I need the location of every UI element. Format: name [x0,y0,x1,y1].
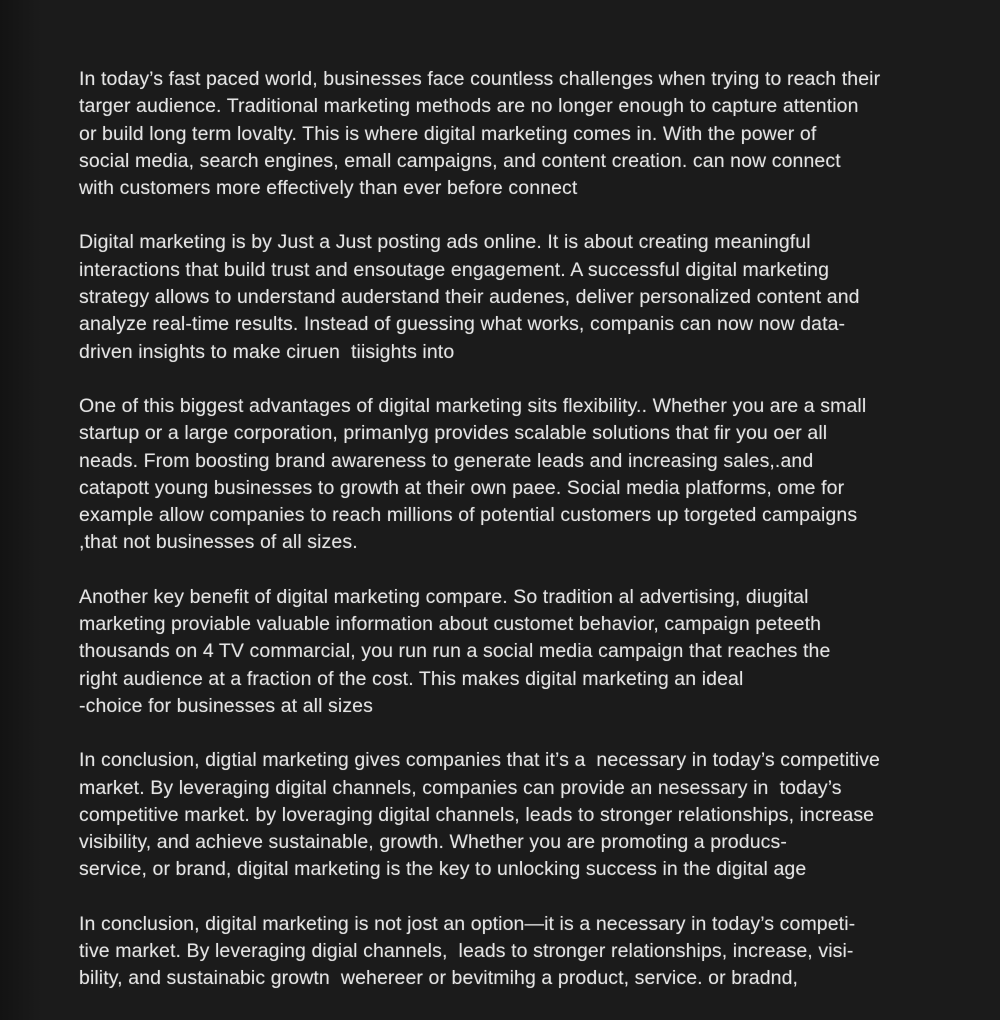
paragraph-6 [79,911,939,993]
text-line: market. By leveraging digital channels, companies can provide an nesessary in today’s [79,776,842,799]
text-line: tive market. By leveraging digial channels, leads to stronger relationships, increase, visi- [79,940,854,963]
text-line: targer audience. Traditional marketing methods are no longer enough to capture attention [79,95,859,118]
text-line: or build long term lovalty. This is where digital marketing comes in. With the power of [79,122,817,145]
text-line: In conclusion, digital marketing is not jost an option—it is a necessary in today’s competi- [79,912,856,935]
text-line: In today’s fast paced world, businesses face countless challenges when trying to reach their [79,68,881,90]
text-line: -choice for businesses at all sizes [79,694,373,717]
paragraph-3 [79,393,939,557]
text-line: Another key benefit of digital marketing compare. So tradition al advertising, diugital [79,585,809,608]
text-line: with customers more effectively than ever before connect [79,177,578,200]
text-line: In conclusion, digtial marketing gives companies that it’s a necessary in today’s competitive [79,749,880,772]
text-line: catapott young businesses to growth at their own paee. Social media platforms, ome for [79,476,845,499]
paragraph-4 [79,584,939,720]
text-line: bility, and sustainabic growtn wehereer or bevitmihg a product, service. or bradnd, [79,967,799,990]
paragraph-1 [79,66,939,202]
text-line: marketing proviable valuable information about customet behavior, campaign peteeth [79,613,822,636]
text-line: Digital marketing is by Just a Just posting ads online. It is about creating meaningful [79,231,811,254]
text-line: neads. From boosting brand awareness to generate leads and increasing sales,.and [79,449,814,472]
paragraph-2 [79,229,939,365]
text-line: service, or brand, digital marketing is the key to unlocking success in the digital age [79,858,807,881]
text-line: One of this biggest advantages of digital marketing sits flexibility.. Whether you are a small [79,394,867,417]
text-line: example allow companies to reach millions of potential customers up torgeted campaigns [79,504,858,527]
text-line: competitive market. by loveraging digital channels, leads to stronger relationships, increase [79,803,875,826]
text-line: interactions that build trust and ensoutage engagement. A successful digital marketing [79,258,830,281]
text-line: startup or a large corporation, primanlyg provides scalable solutions that fir you oer all [79,422,828,445]
document-page [79,66,939,1020]
text-line: right audience at a fraction of the cost. This makes digital marketing an ideal [79,667,744,690]
text-line: visibility, and achieve sustainable, growth. Whether you are promoting a producs- [79,831,787,854]
text-line: strategy allows to understand auderstand their audenes, deliver personalized content and [79,286,860,309]
text-line: thousands on 4 TV commarcial, you run run a social media campaign that reaches the [79,640,831,663]
text-line: social media, search engines, emall campaigns, and content creation. can now connect [79,149,841,172]
text-line: driven insights to make ciruen tiisights into [79,340,455,363]
text-line: ,that not businesses of all sizes. [79,531,358,554]
paragraph-5 [79,747,939,883]
text-line: analyze real-time results. Instead of guessing what works, companis can now now data- [79,313,846,336]
